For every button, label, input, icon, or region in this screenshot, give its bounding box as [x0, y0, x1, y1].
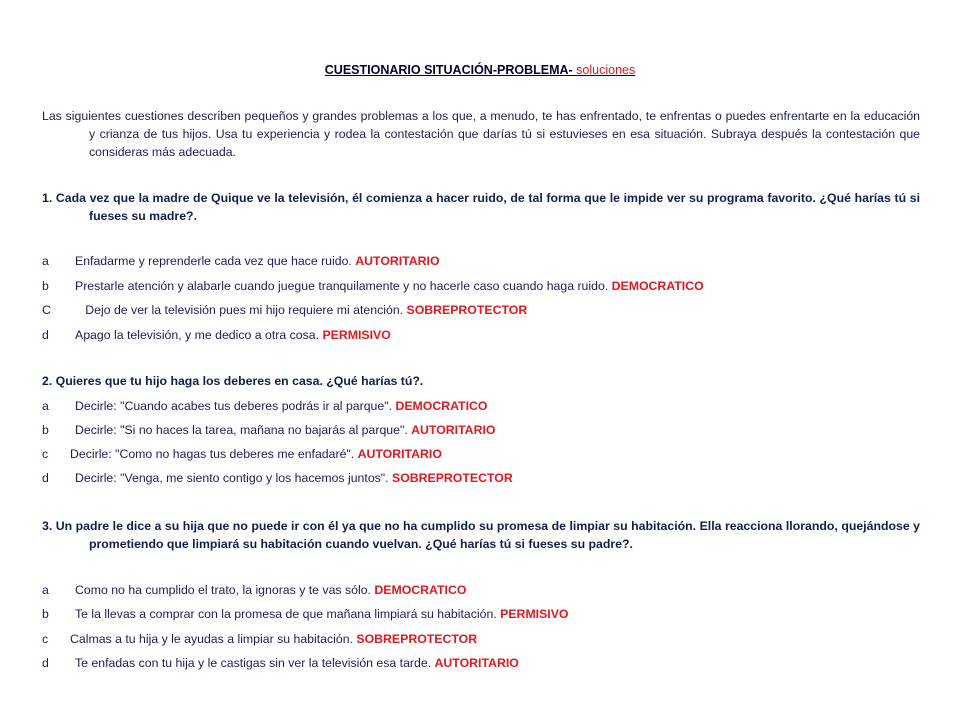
answer-style-tag: DEMOCRATICO	[611, 279, 704, 293]
q1-answer-b	[42, 277, 920, 295]
answer-text: Te enfadas con tu hija y le castigas sin ver la televisión esa tarde.	[75, 656, 435, 670]
question-3: 3. Un padre le dice a su hija que no puede ir con él ya que no ha cumplido su promesa de limpiar su habitación. Ella reacciona llorando, quejándose y prometiendo que limpiará su habitación cuando vuelvan. ¿Qué harías tú si fueses su padre?.	[42, 519, 920, 551]
q2-answer-c	[42, 445, 920, 463]
answer-style-tag: DEMOCRATICO	[374, 583, 467, 597]
answer-style-tag: SOBREPROTECTOR	[356, 632, 478, 646]
answer-text: Calmas a tu hija y le ayudas a limpiar su habitación.	[70, 632, 357, 646]
question-1: 1. Cada vez que la madre de Quique ve la televisión, él comienza a hacer ruido, de tal forma que le impide ver su programa favorito. ¿Qué harías tú si fueses su madre?.	[42, 191, 920, 223]
q2-answer-d	[42, 469, 920, 487]
title-solutions: soluciones	[576, 63, 636, 77]
answer-text: Te la llevas a comprar con la promesa de que mañana limpiará su habitación.	[75, 607, 501, 621]
answer-text: Decirle: "Venga, me siento contigo y los hacemos juntos".	[75, 471, 392, 485]
answer-text: Como no ha cumplido el trato, la ignoras y te vas sólo.	[75, 583, 375, 597]
answer-letter: c	[42, 447, 49, 461]
answer-text: Apago la televisión, y me dedico a otra cosa.	[75, 328, 323, 342]
answer-style-tag: PERMISIVO	[500, 607, 569, 621]
q2-answer-b	[42, 421, 920, 439]
q2-answer-a	[42, 397, 920, 415]
q3-answer-d	[42, 654, 920, 672]
answer-style-tag: DEMOCRATICO	[395, 399, 488, 413]
answer-style-tag: SOBREPROTECTOR	[392, 471, 513, 485]
answer-letter: C	[42, 303, 51, 317]
answer-style-tag: AUTORITARIO	[355, 254, 440, 268]
answer-text: Enfadarme y reprenderle cada vez que hace ruido.	[75, 254, 356, 268]
answer-letter: c	[42, 632, 49, 646]
document-title	[0, 63, 960, 77]
q1-answer-c	[42, 301, 920, 319]
answer-letter: d	[42, 328, 49, 342]
title-main: CUESTIONARIO SITUACIÓN-PROBLEMA-	[324, 63, 577, 77]
answer-letter: d	[42, 471, 49, 485]
q1-answer-d	[42, 326, 920, 344]
answer-style-tag: SOBREPROTECTOR	[406, 303, 528, 317]
answer-letter: b	[42, 279, 49, 293]
answer-style-tag: PERMISIVO	[322, 328, 391, 342]
q3-answer-c	[42, 630, 920, 648]
answer-style-tag: AUTORITARIO	[411, 423, 496, 437]
q3-answer-a	[42, 581, 920, 599]
answer-text: Prestarle atención y alabarle cuando juegue tranquilamente y no hacerle caso cuando haga ruido.	[75, 279, 612, 293]
question-2: 2. Quieres que tu hijo haga los deberes en casa. ¿Qué harías tú?.	[42, 374, 424, 388]
answer-text: Decirle: "Como no hagas tus deberes me enfadaré".	[70, 447, 358, 461]
answer-text: Dejo de ver la televisión pues mi hijo requiere mi atención.	[75, 303, 407, 317]
answer-text: Decirle: "Cuando acabes tus deberes podrás ir al parque".	[75, 399, 396, 413]
q1-answer-a	[42, 252, 920, 270]
answer-letter: b	[42, 607, 49, 621]
answer-letter: a	[42, 583, 49, 597]
intro-paragraph: Las siguientes cuestiones describen pequeños y grandes problemas a los que, a menudo, te has enfrentado, te enfrentas o puedes enfrentarte en la educación y crianza de tus hijos. Usa tu experiencia y rodea la contestación que darías tú si estuvieses en esa situación. Subraya después la contestación que consideras más adecuada.	[42, 109, 920, 159]
answer-style-tag: AUTORITARIO	[434, 656, 519, 670]
answer-letter: a	[42, 254, 49, 268]
answer-text: Decirle: "Si no haces la tarea, mañana no bajarás al parque".	[75, 423, 412, 437]
answer-letter: a	[42, 399, 49, 413]
answer-letter: d	[42, 656, 49, 670]
q3-answer-b	[42, 605, 920, 623]
answer-style-tag: AUTORITARIO	[357, 447, 442, 461]
answer-letter: b	[42, 423, 49, 437]
